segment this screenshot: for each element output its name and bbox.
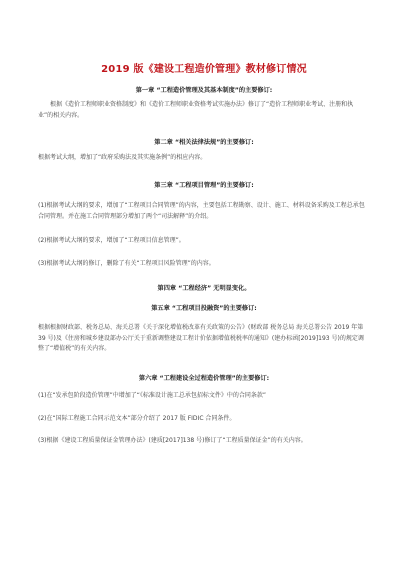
section-heading-2: 第二章 “相关法律法规”的主要修订:	[154, 139, 254, 146]
section-6-paragraph-1: (1)在“发承包阶段造价管理”中增加了“《标准设计施工总承包招标文件》中的合同条款”	[38, 392, 266, 399]
section-3-paragraph-3: (3)根据考试大纲的修订，删除了有关“工程项目风险管理”的内容。	[38, 260, 215, 267]
section-6-paragraph-3: (3)根据《建设工程质量保证金管理办法》(建质[2017]138 号)修订了“工程质量保证金”的有关内容。	[38, 437, 307, 444]
section-6-paragraph-2: (2)在“国际工程施工合同示范文本”部分介绍了 2017 版 FIDIC 合同条件。	[38, 415, 236, 422]
section-heading-3: 第三章 “工程项目管理”的主要修订:	[154, 182, 254, 189]
section-heading-4: 第四章 “工程经济” 无明显变化。	[157, 285, 251, 292]
section-heading-1: 第一章 “工程造价管理及其基本制度”的主要修订:	[135, 87, 273, 94]
section-3-paragraph-1: (1)根据考试大纲的要求，增加了“工程项目合同管理”的内容，主要包括工程勘察、设计、施工、材料设备采购及工程总承包合同管理。并在施工合同管理部分增加了两个“司法解释”的介绍。	[38, 202, 365, 220]
section-2-paragraph-1: 根据考试大纲，增加了“政府采购法及其实施条例”的相应内容。	[38, 154, 207, 161]
section-5-paragraph-1: 根据根据财政部、税务总局、海关总署《关于深化增值税改革有关政策的公告》(财政部 税务总局 海关总署公告 2019 年第 39 号)及《住房和城乡建设部办公厅关于重新调整建设工程计价依据增值税税率的通知》(建办标函[2019]193 号)的规定调整了“增值税”的有关内容。	[38, 324, 364, 352]
section-1-paragraph-1: 根据《造价工程师职业资格制度》和《造价工程师职业资格考试实施办法》修订了“造价工程师职业考试、注册和执业”的相关内容。	[38, 101, 354, 119]
section-heading-5: 第五章 “工程项目投融资”的主要修订:	[151, 305, 257, 312]
section-heading-6: 第六章 “工程建设全过程造价管理”的主要修订:	[138, 375, 270, 382]
section-3-paragraph-2: (2)根据考试大纲的要求，增加了“工程项目信息管理”。	[38, 237, 185, 244]
document-title: 2019 版《建设工程造价管理》教材修订情况	[101, 64, 307, 75]
